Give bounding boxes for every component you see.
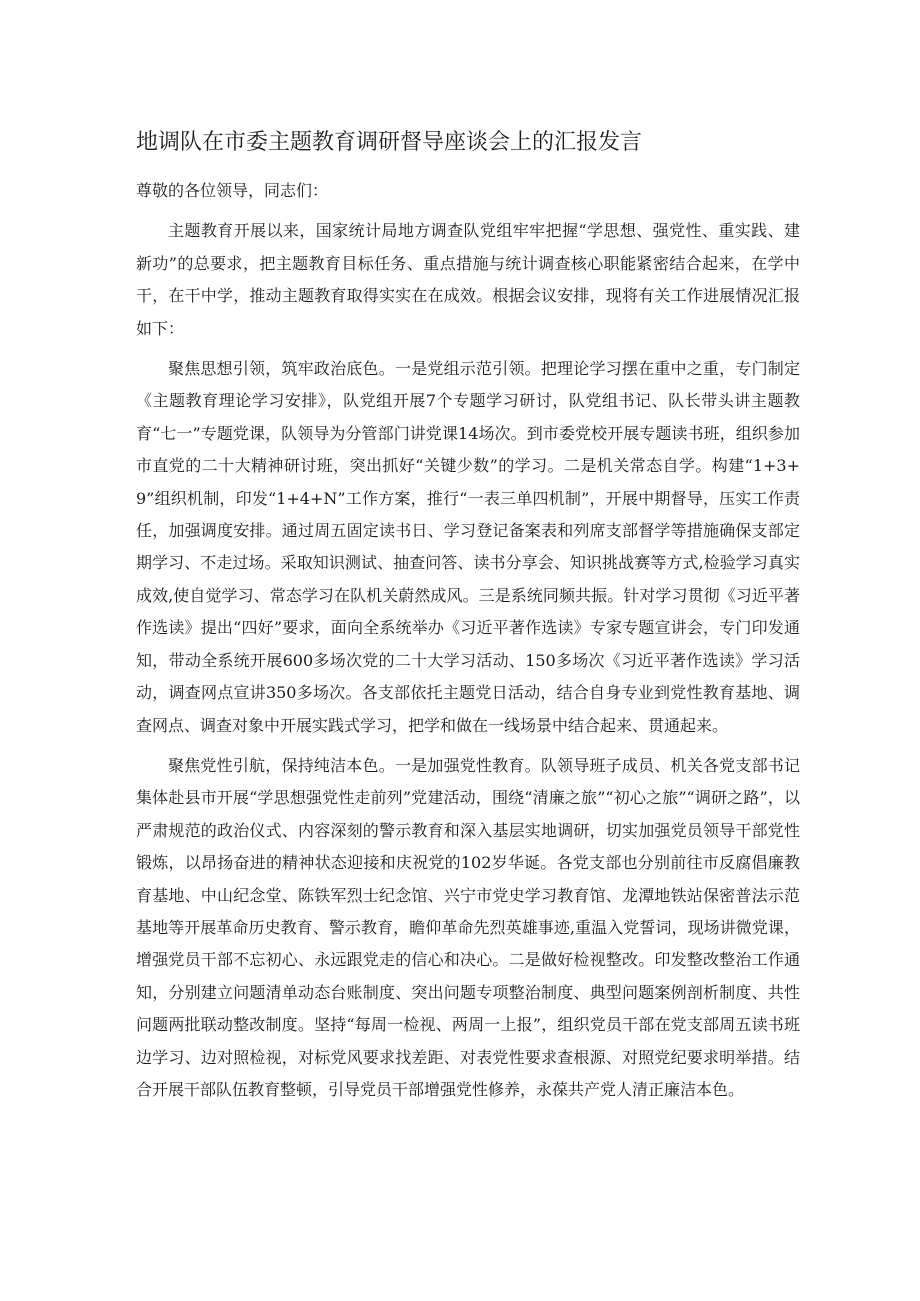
- paragraph-ideological-guidance: 聚焦思想引领，筑牢政治底色。一是党组示范引领。把理论学习摆在重中之重，专门制定《主题教育理论学习安排》，队党组开展7个专题学习研讨，队党组书记、队长带头讲主题教育“七一”专题党课，队领导为分管部门讲党课14场次。到市委党校开展专题读书班，组织参加市直党的二十大精神研讨班，突出抓好“关键少数”的学习。二是机关常态自学。构建“1+3+9”组织机制，印发“1+4+N”工作方案，推行“一表三单四机制”，开展中期督导，压实工作责任，加强调度安排。通过周五固定读书日、学习登记备案表和列席支部督学等措施确保支部定期学习、不走过场。采取知识测试、抽查问答、读书分享会、知识挑战赛等方式,检验学习真实成效,使自觉学习、常态学习在队机关蔚然成风。三是系统同频共振。针对学习贯彻《习近平著作选读》提出“四好”要求，面向全系统举办《习近平著作选读》专家专题宣讲会，专门印发通知，带动全系统开展600多场次党的二十大学习活动、150多场次《习近平著作选读》学习活动，调查网点宣讲350多场次。各支部依托主题党日活动，结合自身专业到党性教育基地、调查网点、调查对象中开展实践式学习，把学和做在一线场景中结合起来、贯通起来。: [136, 359, 800, 735]
- paragraph-party-spirit: 聚焦党性引航，保持纯洁本色。一是加强党性教育。队领导班子成员、机关各党支部书记集体赴县市开展“学思想强党性走前列”党建活动，围绕“清廉之旅”“初心之旅”“调研之路”，以严肃规范的政治仪式、内容深刻的警示教育和深入基层实地调研，切实加强党员领导干部党性锻炼，以昂扬奋进的精神状态迎接和庆祝党的102岁华诞。各党支部也分别前往市反腐倡廉教育基地、中山纪念堂、陈铁军烈士纪念馆、兴宁市党史学习教育馆、龙潭地铁站保密普法示范基地等开展革命历史教育、警示教育，瞻仰革命先烈英雄事迹,重温入党誓词，现场讲微党课，增强党员干部不忘初心、永远跟党走的信心和决心。二是做好检视整改。印发整改整治工作通知，分别建立问题清单动态台账制度、突出问题专项整治制度、典型问题案例剖析制度、共性问题两批联动整改制度。坚持“每周一检视、两周一上报”，组织党员干部在党支部周五读书班边学习、边对照检视，对标党风要求找差距、对表党性要求查根源、对照党纪要求明举措。结合开展干部队伍教育整顿，引导党员干部增强党性修养，永葆共产党人清正廉洁本色。: [136, 755, 800, 1099]
- document-body: [136, 175, 800, 1106]
- salutation: 尊敬的各位领导，同志们：: [136, 181, 329, 200]
- document-title: 地调队在市委主题教育调研督导座谈会上的汇报发言: [136, 130, 643, 155]
- paragraph-intro: 主题教育开展以来，国家统计局地方调查队党组牢牢把握“学思想、强党性、重实践、建新功”的总要求，把主题教育目标任务、重点措施与统计调查核心职能紧密结合起来，在学中干，在干中学，推动主题教育取得实实在在成效。根据会议安排，现将有关工作进展情况汇报如下：: [136, 221, 800, 338]
